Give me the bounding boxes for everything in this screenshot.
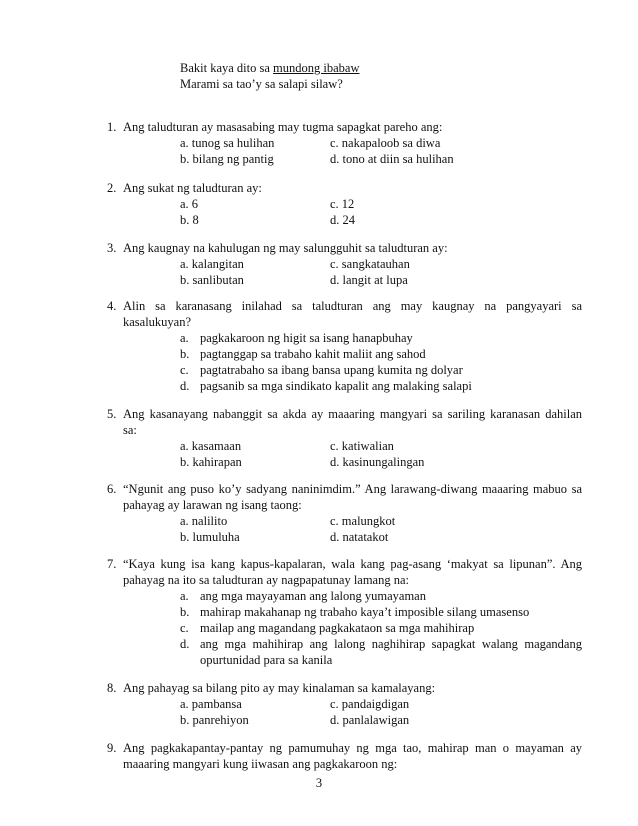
question-text: pahayag ay larawan ng isang taong:: [123, 498, 302, 512]
list-letter: b.: [180, 605, 190, 619]
option: a. kasamaan: [180, 439, 242, 453]
list-item-continuation: opurtunidad para sa kanila: [200, 653, 333, 667]
option: b. kahirapan: [180, 455, 242, 469]
option: c. katiwalian: [330, 439, 394, 453]
question-number: 3.: [107, 241, 117, 255]
option: a. pambansa: [180, 697, 242, 711]
question-text: maaaring mangyari kung iiwasan ang pagkakaroon ng:: [123, 757, 398, 771]
question-text: sa:: [123, 423, 137, 437]
question-number: 6.: [107, 482, 117, 496]
list-letter: a.: [180, 589, 189, 603]
list-letter: b.: [180, 347, 190, 361]
underlined-phrase: mundong ibabaw: [273, 61, 360, 75]
option: d. panlalawigan: [330, 713, 410, 727]
option: d. tono at diin sa hulihan: [330, 152, 454, 166]
list-letter: a.: [180, 331, 189, 345]
list-item: mahirap makahanap ng trabaho kaya’t imposible silang umasenso: [200, 605, 530, 619]
option: c. malungkot: [330, 514, 396, 528]
option: b. 8: [180, 213, 199, 227]
list-item: mailap ang magandang pagkakataon sa mga mahihirap: [200, 621, 475, 635]
question-text: “Ngunit ang puso ko’y sadyang naninimdim.” Ang larawang-diwang maaaring mabuo sa: [123, 482, 582, 496]
question-number: 8.: [107, 681, 117, 695]
option: b. bilang ng pantig: [180, 152, 274, 166]
question-text: “Kaya kung isa kang kapus-kapalaran, wala kang pag-asang ‘makyat sa lipunan”. Ang: [123, 557, 582, 571]
question-number: 9.: [107, 741, 117, 755]
option: c. pandaigdigan: [330, 697, 410, 711]
intro-line-1: Bakit kaya dito sa mundong ibabaw: [180, 61, 360, 75]
option: b. lumuluha: [180, 530, 240, 544]
list-item: ang mga mahihirap ang lalong naghihirap sapagkat walang magandang: [200, 637, 582, 651]
question-number: 5.: [107, 407, 117, 421]
option: d. 24: [330, 213, 355, 227]
list-item: pagsanib sa mga sindikato kapalit ang malaking salapi: [200, 379, 472, 393]
question-text: Ang pagkakapantay-pantay ng pamumuhay ng mga tao, mahirap man o mayaman ay: [123, 741, 582, 755]
intro-line-2: Marami sa tao’y sa salapi silaw?: [180, 77, 343, 91]
question-number: 4.: [107, 299, 117, 313]
question-number: 1.: [107, 120, 117, 134]
list-letter: c.: [180, 363, 189, 377]
question-text: Ang kaugnay na kahulugan ng may salungguhit sa taludturan ay:: [123, 241, 448, 255]
option: a. nalilito: [180, 514, 228, 528]
list-letter: d.: [180, 379, 190, 393]
option: d. kasinungalingan: [330, 455, 425, 469]
option: d. natatakot: [330, 530, 389, 544]
list-item: pagtatrabaho sa ibang bansa upang kumita ng dolyar: [200, 363, 463, 377]
question-text: Alin sa karanasang inilahad sa taludturan ang may kaugnay na pangyayari sa: [123, 299, 582, 313]
page-number: 3: [315, 776, 323, 790]
question-text: pahayag na ito sa taludturan ay nagpapatunay lamang na:: [123, 573, 410, 587]
option: c. sangkatauhan: [330, 257, 410, 271]
question-text: Ang taludturan ay masasabing may tugma sapagkat pareho ang:: [123, 120, 443, 134]
question-number: 2.: [107, 181, 117, 195]
list-item: ang mga mayayaman ang lalong yumayaman: [200, 589, 426, 603]
list-letter: c.: [180, 621, 189, 635]
option: b. sanlibutan: [180, 273, 244, 287]
question-number: 7.: [107, 557, 117, 571]
question-text: Ang pahayag sa bilang pito ay may kinalaman sa kamalayang:: [123, 681, 436, 695]
option: a. tunog sa hulihan: [180, 136, 275, 150]
option: d. langit at lupa: [330, 273, 408, 287]
option: a. kalangitan: [180, 257, 244, 271]
list-item: pagtanggap sa trabaho kahit maliit ang sahod: [200, 347, 426, 361]
option: c. 12: [330, 197, 355, 211]
question-text: Ang kasanayang nabanggit sa akda ay maaaring mangyari sa sariling karanasan dahilan: [123, 407, 582, 421]
option: c. nakapaloob sa diwa: [330, 136, 441, 150]
option: a. 6: [180, 197, 199, 211]
question-text: Ang sukat ng taludturan ay:: [123, 181, 262, 195]
question-text: kasalukuyan?: [123, 315, 192, 329]
option: b. panrehiyon: [180, 713, 249, 727]
list-letter: d.: [180, 637, 190, 651]
list-item: pagkakaroon ng higit sa isang hanapbuhay: [200, 331, 413, 345]
